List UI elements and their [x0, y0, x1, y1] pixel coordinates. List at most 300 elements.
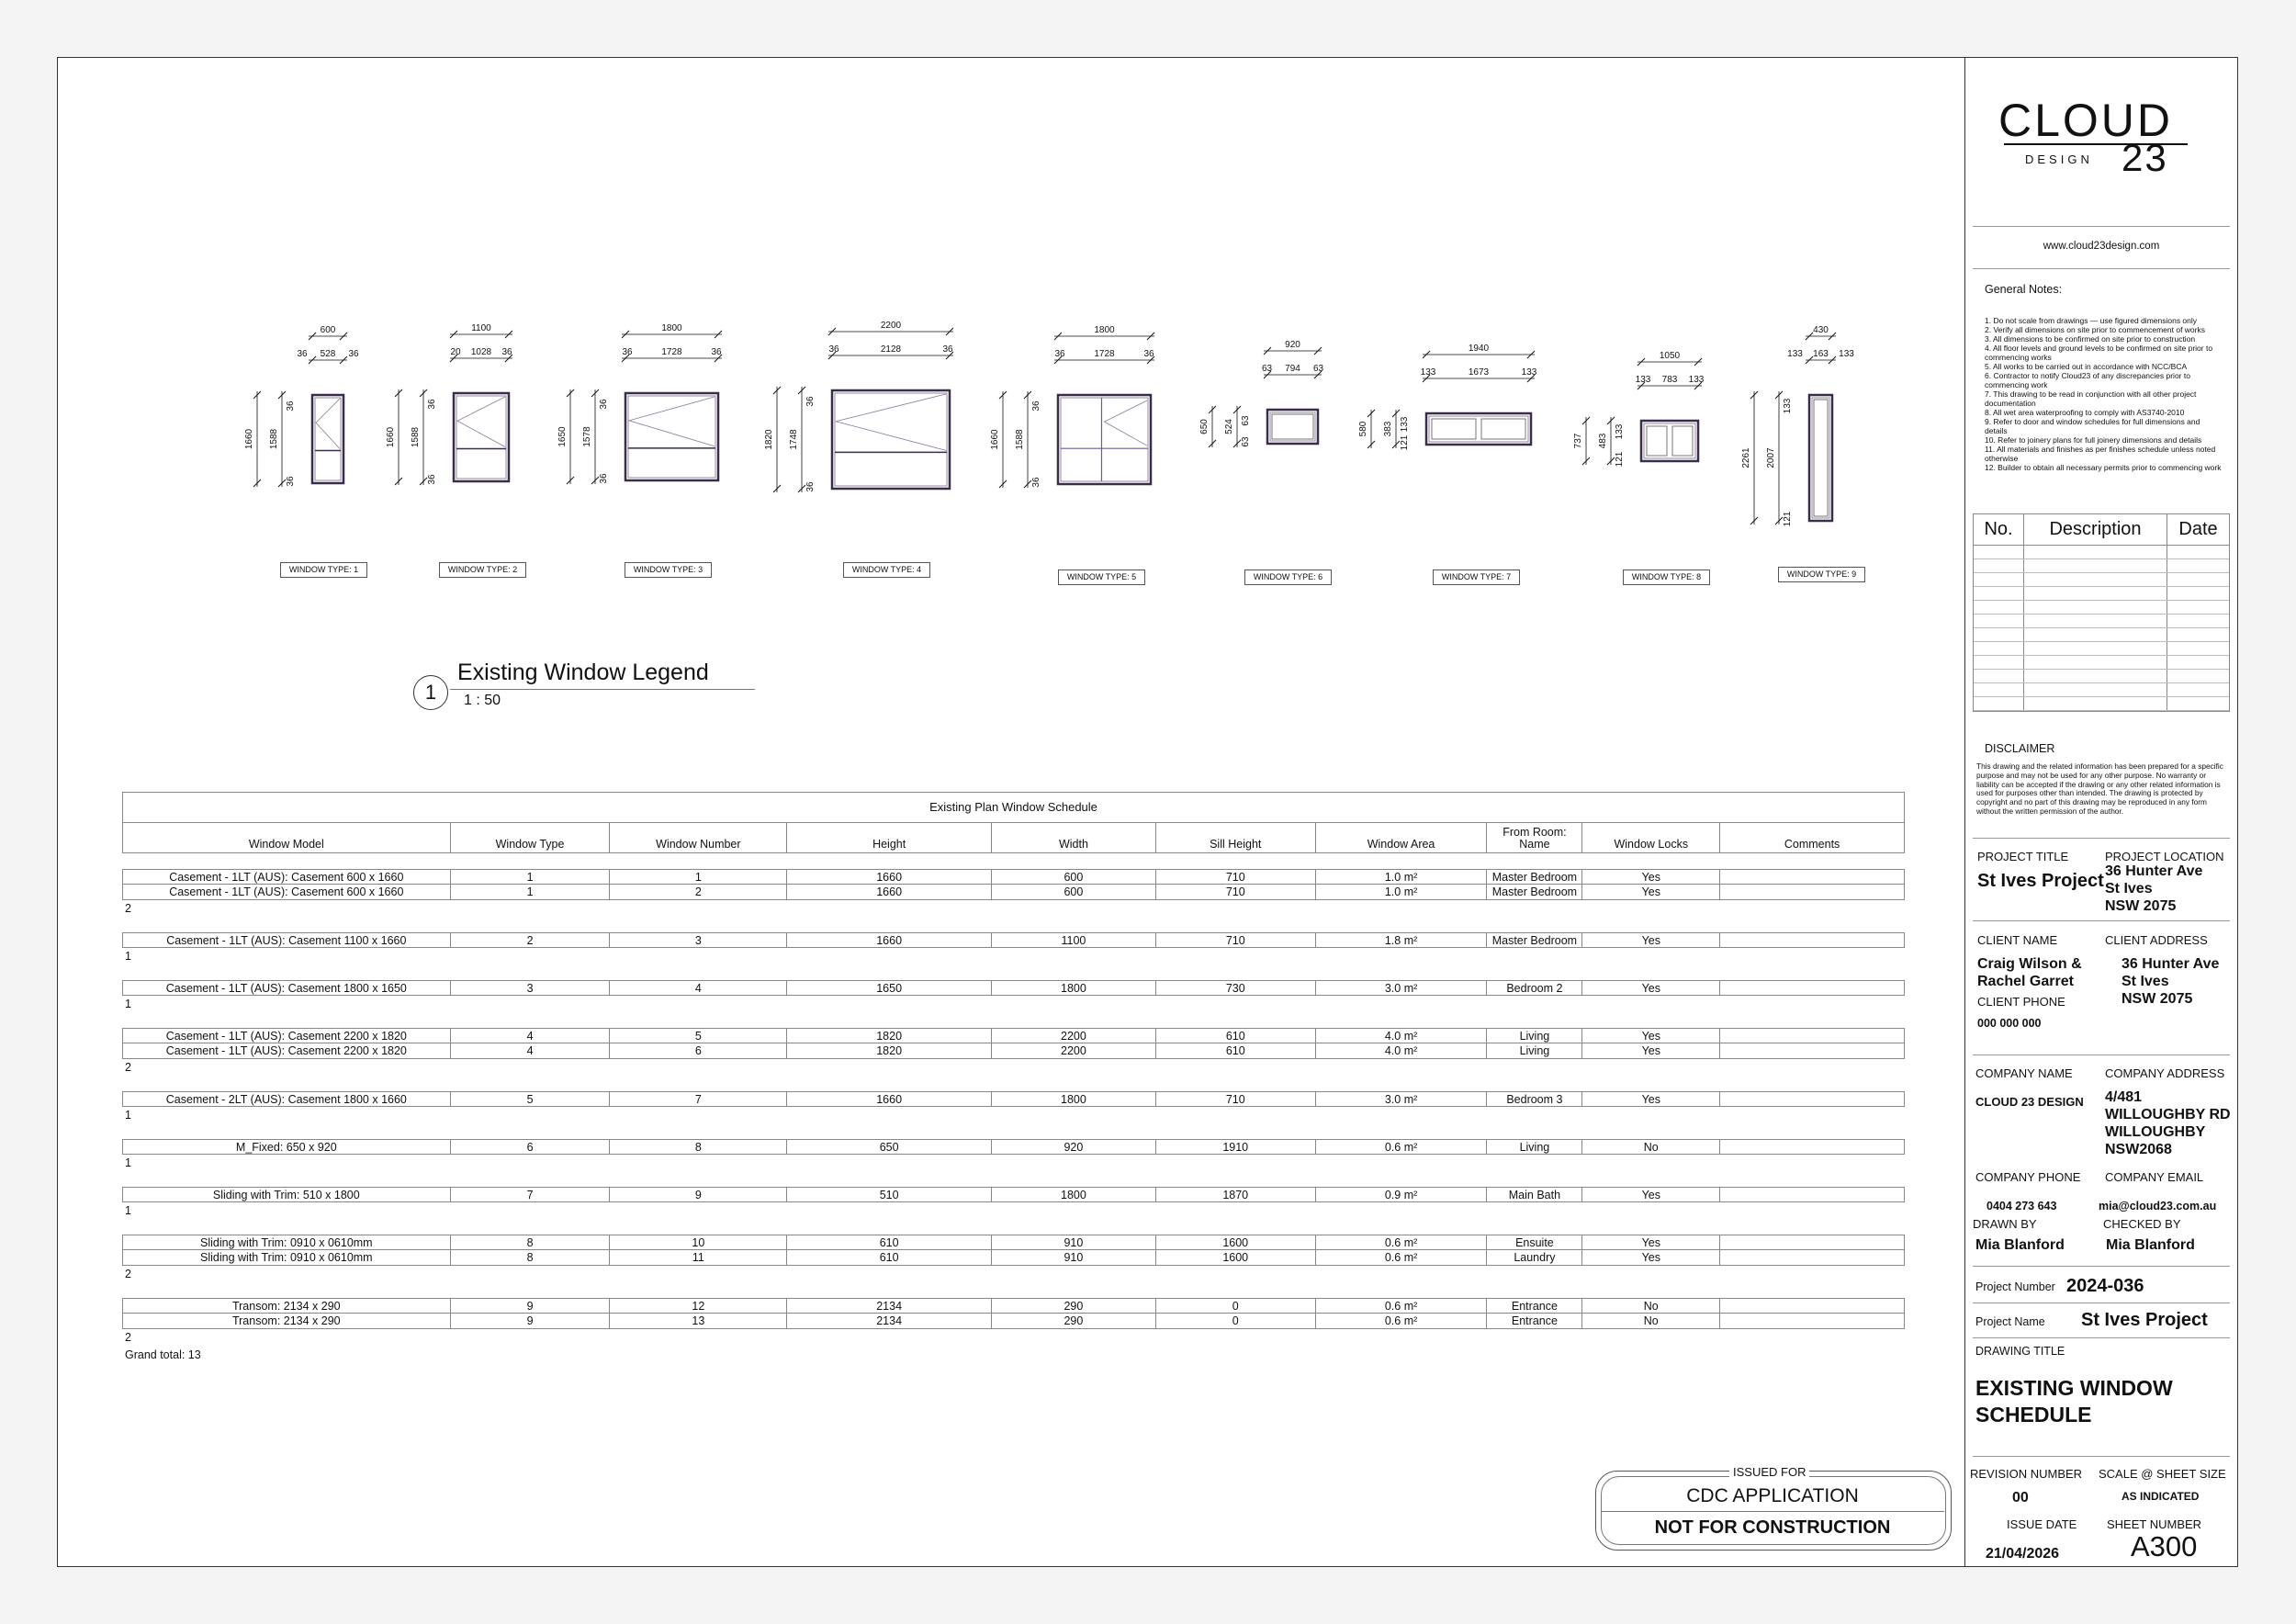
table-cell: 8: [450, 1250, 610, 1265]
schedule-col-header: Comments: [1719, 823, 1904, 852]
dim-split: 528: [320, 349, 336, 359]
dim-overall-width: 2200: [880, 321, 902, 331]
dim-split: 36: [942, 344, 953, 355]
table-cell: 4.0 m²: [1315, 1043, 1487, 1058]
dim-inner-height: 383: [1383, 421, 1393, 437]
legend-number: 1: [413, 675, 448, 710]
table-cell: 1: [450, 870, 610, 884]
dim-split: 36: [297, 349, 308, 359]
table-cell: 910: [991, 1235, 1155, 1249]
window-frame: [832, 390, 950, 489]
dim-bottom: 121: [1400, 434, 1410, 451]
issued-for-label: ISSUED FOR: [1729, 1465, 1809, 1479]
table-cell: 10: [609, 1235, 786, 1249]
company-address-line-3: WILLOUGHBY: [2105, 1124, 2206, 1140]
revision-cell: [1974, 601, 2023, 614]
window-elevations: [0, 0, 1965, 625]
rule: [1973, 226, 2230, 227]
drawing-title-label: DRAWING TITLE: [1975, 1345, 2065, 1358]
dim-height: 737: [1573, 433, 1583, 449]
checked-by-label: CHECKED BY: [2103, 1217, 2181, 1231]
revision-row: [1974, 546, 2229, 559]
schedule-col-header: Window Locks: [1581, 823, 1719, 852]
dim-height: 650: [1199, 419, 1210, 434]
rule: [1973, 1266, 2230, 1267]
dim-inner-height: 2007: [1766, 447, 1776, 468]
table-cell: Bedroom 3: [1486, 1092, 1581, 1106]
group-count: 1: [125, 950, 131, 963]
table-cell: 1870: [1155, 1188, 1315, 1201]
revision-row: [1974, 587, 2229, 601]
table-cell: 0.6 m²: [1315, 1140, 1487, 1154]
client-address-line-2: St Ives: [2122, 974, 2169, 989]
table-cell: 4: [450, 1029, 610, 1043]
project-title: St Ives Project: [1977, 871, 2104, 891]
revision-cell: [1974, 642, 2023, 655]
general-note: 1. Do not scale from drawings — use figured dimensions only: [1985, 316, 2198, 325]
rule: [1973, 1054, 2230, 1055]
project-title-label: PROJECT TITLE: [1977, 850, 2069, 863]
group-count: 2: [125, 1268, 131, 1280]
table-cell: 9: [450, 1299, 610, 1313]
dim-split: 794: [1285, 364, 1300, 374]
group-count: 2: [125, 1061, 131, 1074]
dim-bottom: 36: [427, 474, 437, 485]
company-phone-label: COMPANY PHONE: [1975, 1170, 2081, 1184]
dim-inner-height: 1578: [582, 426, 592, 447]
table-cell: 2: [609, 885, 786, 899]
table-cell: 3.0 m²: [1315, 981, 1487, 995]
table-cell: 1800: [991, 1188, 1155, 1201]
table-cell: 600: [991, 885, 1155, 899]
dim-split: 36: [828, 344, 839, 355]
table-cell: 3: [609, 933, 786, 947]
dim-inner-height: 524: [1224, 419, 1234, 434]
revision-row: [1974, 670, 2229, 683]
dim-bottom: 36: [805, 481, 816, 492]
checked-by: Mia Blanford: [2106, 1237, 2195, 1253]
table-cell: Casement - 1LT (AUS): Casement 600 x 1660: [169, 871, 404, 884]
table-cell: No: [1581, 1314, 1719, 1328]
table-cell: 1820: [786, 1029, 991, 1043]
project-number-label: Project Number: [1975, 1280, 2055, 1293]
table-cell: No: [1581, 1140, 1719, 1154]
dim-height: 1650: [557, 426, 568, 447]
schedule-col-header: Window Area: [1315, 823, 1487, 852]
window-frame: [1641, 421, 1698, 461]
rule: [1973, 268, 2230, 269]
revision-cell: [2023, 573, 2167, 586]
dim-top: 36: [286, 400, 296, 412]
table-cell: Master Bedroom: [1486, 885, 1581, 899]
project-location-label: PROJECT LOCATION: [2105, 850, 2224, 863]
client-address-label: CLIENT ADDRESS: [2105, 933, 2208, 947]
table-cell: 290: [991, 1299, 1155, 1313]
dim-bottom: 121: [1615, 451, 1625, 468]
schedule-col-header: Window Model: [248, 838, 324, 851]
revision-cell: [1974, 559, 2023, 572]
revision-rows: [1974, 546, 2229, 711]
revision-cell: [1974, 615, 2023, 627]
dim-split: 36: [1143, 349, 1154, 359]
table-cell: 710: [1155, 933, 1315, 947]
dim-bottom: 121: [1783, 511, 1793, 527]
group-count: 2: [125, 902, 131, 915]
schedule-header: [122, 823, 1905, 853]
general-note: 10. Refer to joinery plans for full joinery dimensions and details: [1985, 435, 2202, 445]
table-cell: 12: [609, 1299, 786, 1313]
general-note: 6. Contractor to notify Cloud23 of any discrepancies prior to commencing work: [1985, 371, 2190, 389]
rev-date-header: Date: [2167, 514, 2229, 545]
revision-row: [1974, 628, 2229, 642]
table-cell: Yes: [1581, 981, 1719, 995]
client-phone-label: CLIENT PHONE: [1977, 995, 2065, 1009]
window-type-label: WINDOW TYPE: 1: [280, 562, 367, 578]
dim-split: 1673: [1468, 367, 1490, 378]
table-cell: 1: [609, 870, 786, 884]
revision-cell: [2023, 683, 2167, 696]
table-cell: 730: [1155, 981, 1315, 995]
table-cell: M_Fixed: 650 x 920: [235, 1141, 337, 1154]
legend-underline: [450, 689, 755, 690]
table-cell: Sliding with Trim: 0910 x 0610mm: [200, 1251, 373, 1264]
window-frame: [1426, 413, 1531, 445]
project-name: St Ives Project: [2081, 1310, 2208, 1330]
revision-cell: [2023, 601, 2167, 614]
table-cell: Main Bath: [1486, 1188, 1581, 1201]
dim-split: 133: [1521, 367, 1537, 378]
revision-row: [1974, 642, 2229, 656]
revision-cell: [1974, 587, 2023, 600]
table-cell: Casement - 1LT (AUS): Casement 1100 x 1660: [166, 934, 407, 947]
client-name-line-1: Craig Wilson &: [1977, 956, 2082, 972]
sheet-number: A300: [2131, 1530, 2198, 1562]
table-cell: Yes: [1581, 1043, 1719, 1058]
table-cell: Transom: 2134 x 290: [231, 1300, 341, 1313]
dim-bottom: 36: [1031, 477, 1041, 488]
table-cell: 610: [1155, 1043, 1315, 1058]
table-cell: Sliding with Trim: 0910 x 0610mm: [200, 1236, 373, 1249]
table-cell: 4: [450, 1043, 610, 1058]
general-note: 11. All materials and finishes as per finishes schedule unless noted otherwise: [1985, 445, 2216, 463]
table-cell: 3: [450, 981, 610, 995]
legend-title: Existing Window Legend: [457, 660, 709, 685]
table-cell: 610: [1155, 1029, 1315, 1043]
table-cell: 4.0 m²: [1315, 1029, 1487, 1043]
table-cell: 1: [450, 885, 610, 899]
table-cell: 0.6 m²: [1315, 1299, 1487, 1313]
revision-cell: [2167, 683, 2229, 696]
window-type-label: WINDOW TYPE: 5: [1058, 570, 1145, 585]
revision-cell: [1974, 546, 2023, 558]
table-cell: Master Bedroom: [1486, 870, 1581, 884]
window-type-label: WINDOW TYPE: 3: [625, 562, 712, 578]
client-address-line-1: 36 Hunter Ave: [2122, 956, 2220, 972]
legend-scale: 1 : 50: [464, 693, 501, 708]
revision-table: [1973, 513, 2230, 712]
dim-split: 63: [1261, 364, 1273, 374]
table-cell: 290: [991, 1314, 1155, 1328]
window-frame: [1267, 410, 1318, 444]
table-cell: 1660: [786, 885, 991, 899]
table-cell: Yes: [1581, 1092, 1719, 1106]
rule: [1973, 838, 2230, 839]
revision-row: [1974, 683, 2229, 697]
project-location-line-3: NSW 2075: [2105, 898, 2177, 914]
dim-overall-width: 1940: [1468, 344, 1490, 354]
table-cell: Laundry: [1486, 1250, 1581, 1265]
schedule-group: [122, 1028, 1905, 1076]
dim-inner-height: 483: [1598, 433, 1608, 449]
table-cell: 1.8 m²: [1315, 933, 1487, 947]
schedule-group: [122, 1139, 1905, 1171]
general-note: 7. This drawing to be read in conjunction with all other project documentation: [1985, 389, 2197, 408]
table-cell: Living: [1486, 1043, 1581, 1058]
schedule-group: [122, 932, 1905, 964]
table-cell: 1600: [1155, 1235, 1315, 1249]
table-cell: 1660: [786, 870, 991, 884]
window-type-label: WINDOW TYPE: 6: [1244, 570, 1332, 585]
revision-cell: [2167, 615, 2229, 627]
revision-cell: [1974, 697, 2023, 710]
dim-top: 133: [1615, 423, 1625, 440]
table-cell: [1719, 1140, 1904, 1154]
dim-top: 36: [599, 399, 609, 410]
window-schedule: [122, 792, 1905, 1364]
dim-overall-width: 1100: [471, 323, 491, 333]
revision-cell: [2023, 656, 2167, 669]
table-cell: 5: [450, 1092, 610, 1106]
table-row: [122, 980, 1905, 996]
table-cell: 0.9 m²: [1315, 1188, 1487, 1201]
table-cell: 2134: [786, 1299, 991, 1313]
drawn-by: Mia Blanford: [1975, 1237, 2065, 1253]
table-row: [122, 1091, 1905, 1107]
issued-status: NOT FOR CONSTRUCTION: [1654, 1517, 1891, 1538]
table-cell: 6: [609, 1043, 786, 1058]
table-cell: Casement - 1LT (AUS): Casement 2200 x 1820: [165, 1044, 407, 1057]
table-cell: 600: [991, 870, 1155, 884]
dim-top: 36: [427, 399, 437, 410]
table-cell: 1.0 m²: [1315, 885, 1487, 899]
rule: [1973, 1337, 2230, 1338]
table-cell: No: [1581, 1299, 1719, 1313]
project-name-label: Project Name: [1975, 1315, 2045, 1328]
company-email-label: COMPANY EMAIL: [2105, 1170, 2204, 1184]
schedule-title: Existing Plan Window Schedule: [122, 792, 1905, 823]
table-cell: [1719, 933, 1904, 947]
revision-cell: [2167, 546, 2229, 558]
table-cell: 11: [609, 1250, 786, 1265]
revision-number: 00: [2012, 1490, 2029, 1506]
project-number: 2024-036: [2066, 1276, 2144, 1296]
dim-overall-width: 430: [1813, 325, 1829, 335]
table-row: [122, 1250, 1905, 1266]
table-cell: 650: [786, 1140, 991, 1154]
rule: [1973, 1456, 2230, 1457]
table-row: [122, 1314, 1905, 1329]
dim-top: 36: [1031, 400, 1041, 412]
table-cell: 1800: [991, 1092, 1155, 1106]
dim-split: 36: [622, 347, 633, 357]
dim-split: 133: [1420, 367, 1436, 378]
dim-top: 63: [1241, 415, 1251, 426]
table-cell: 0.6 m²: [1315, 1235, 1487, 1249]
company-name-label: COMPANY NAME: [1975, 1066, 2073, 1080]
table-cell: 2200: [991, 1043, 1155, 1058]
revision-header: [1974, 514, 2229, 546]
revision-cell: [2167, 628, 2229, 641]
table-cell: [1719, 885, 1904, 899]
revision-cell: [2167, 670, 2229, 682]
table-cell: 710: [1155, 1092, 1315, 1106]
table-cell: 6: [450, 1140, 610, 1154]
dim-inner-height: 1588: [269, 428, 279, 450]
dim-overall-width: 1050: [1659, 351, 1681, 361]
client-address-line-3: NSW 2075: [2122, 991, 2193, 1007]
table-cell: 2: [450, 933, 610, 947]
schedule-col-header: Sill Height: [1155, 823, 1315, 852]
table-cell: Casement - 1LT (AUS): Casement 1800 x 1650: [165, 982, 407, 995]
dim-inner-height: 1588: [1015, 429, 1025, 450]
dim-inner-height: 1588: [411, 426, 421, 448]
general-note: 9. Refer to door and window schedules for full dimensions and details: [1985, 417, 2200, 435]
dim-height: 1660: [990, 429, 1000, 450]
dim-height: 2261: [1741, 447, 1751, 468]
dim-overall-width: 1800: [661, 323, 682, 333]
revision-cell: [2167, 587, 2229, 600]
dim-overall-width: 920: [1285, 340, 1300, 350]
issue-date-label: ISSUE DATE: [2007, 1517, 2077, 1531]
revision-cell: [2023, 642, 2167, 655]
table-cell: [1719, 1029, 1904, 1043]
table-cell: [1719, 1299, 1904, 1313]
rule: [1973, 920, 2230, 921]
dim-split: 133: [1688, 375, 1705, 385]
schedule-col-header: Window Number: [609, 823, 786, 852]
table-cell: [1719, 1250, 1904, 1265]
table-cell: Yes: [1581, 933, 1719, 947]
window-type-label: WINDOW TYPE: 7: [1433, 570, 1520, 585]
table-cell: Entrance: [1486, 1314, 1581, 1328]
group-count: 2: [125, 1331, 131, 1344]
revision-row: [1974, 601, 2229, 615]
table-cell: 7: [609, 1092, 786, 1106]
company-address-label: COMPANY ADDRESS: [2105, 1066, 2225, 1080]
table-cell: [1719, 1235, 1904, 1249]
table-cell: 1650: [786, 981, 991, 995]
revision-row: [1974, 573, 2229, 587]
project-location-line-2: St Ives: [2105, 881, 2153, 897]
rev-description-header: Description: [2023, 514, 2167, 545]
general-note: 5. All works to be carried out in accordance with NCC/BCA: [1985, 362, 2188, 371]
general-note: 8. All wet area waterproofing to comply with AS3740-2010: [1985, 408, 2185, 417]
dim-overall-width: 1800: [1094, 325, 1115, 335]
company-address-line-1: 4/481: [2105, 1089, 2143, 1105]
dim-split: 1028: [470, 347, 492, 357]
table-cell: 710: [1155, 885, 1315, 899]
table-cell: 2200: [991, 1029, 1155, 1043]
issue-date: 21/04/2026: [1986, 1546, 2060, 1562]
schedule-group: [122, 1298, 1905, 1346]
general-notes-title: General Notes:: [1985, 283, 2063, 296]
revision-row: [1974, 656, 2229, 670]
grand-total: Grand total: 13: [125, 1348, 201, 1361]
logo-design-text: DESIGN: [2025, 152, 2093, 166]
table-cell: Transom: 2134 x 290: [231, 1314, 341, 1327]
table-cell: Yes: [1581, 885, 1719, 899]
dim-bottom: 63: [1241, 436, 1251, 447]
general-notes: [1985, 316, 2222, 472]
window-frame: [454, 393, 509, 481]
table-cell: Casement - 2LT (AUS): Casement 1800 x 1660: [165, 1093, 407, 1106]
table-cell: Yes: [1581, 1188, 1719, 1201]
table-row: [122, 1043, 1905, 1059]
table-cell: 13: [609, 1314, 786, 1328]
logo-23-text: 23: [2122, 136, 2168, 179]
table-row: [122, 885, 1905, 900]
table-cell: 610: [786, 1250, 991, 1265]
dim-split: 20: [450, 347, 461, 357]
window-frame: [625, 393, 718, 480]
revision-cell: [2167, 642, 2229, 655]
table-cell: Casement - 1LT (AUS): Casement 2200 x 1820: [165, 1030, 407, 1043]
disclaimer-title: DISCLAIMER: [1985, 742, 2055, 755]
table-row: [122, 932, 1905, 948]
company-name: CLOUD 23 DESIGN: [1975, 1095, 2084, 1109]
dim-inner-height: 1748: [789, 429, 799, 450]
table-cell: 8: [450, 1235, 610, 1249]
revision-cell: [2167, 559, 2229, 572]
table-cell: Entrance: [1486, 1299, 1581, 1313]
dim-split: 36: [1054, 349, 1065, 359]
table-cell: 5: [609, 1029, 786, 1043]
table-row: [122, 1028, 1905, 1043]
dim-height: 1660: [386, 426, 396, 448]
dim-split: 2128: [880, 344, 902, 355]
revision-cell: [2167, 573, 2229, 586]
table-cell: Yes: [1581, 1029, 1719, 1043]
dim-split: 133: [1787, 349, 1803, 359]
revision-cell: [2023, 615, 2167, 627]
dim-split: 63: [1312, 364, 1324, 374]
table-cell: 1100: [991, 933, 1155, 947]
group-count: 1: [125, 998, 131, 1010]
dim-split: 163: [1813, 349, 1829, 359]
table-cell: 1800: [991, 981, 1155, 995]
table-cell: 1660: [786, 1092, 991, 1106]
dim-height: 1660: [244, 428, 254, 450]
drawn-by-label: DRAWN BY: [1973, 1217, 2037, 1231]
table-cell: 910: [991, 1250, 1155, 1265]
revision-cell: [2023, 628, 2167, 641]
table-row: [122, 1187, 1905, 1202]
sheet-number-label: SHEET NUMBER: [2107, 1517, 2202, 1531]
dim-top: 36: [805, 396, 816, 407]
dim-split: 1728: [661, 347, 682, 357]
dim-split: 1728: [1094, 349, 1115, 359]
revision-cell: [2023, 670, 2167, 682]
table-cell: Ensuite: [1486, 1235, 1581, 1249]
revision-cell: [2023, 546, 2167, 558]
dim-overall-width: 600: [320, 325, 336, 335]
schedule-group: [122, 869, 1905, 917]
table-cell: 1910: [1155, 1140, 1315, 1154]
table-row: [122, 1235, 1905, 1250]
table-cell: 8: [609, 1140, 786, 1154]
table-cell: Casement - 1LT (AUS): Casement 600 x 1660: [169, 885, 404, 898]
rev-no-header: No.: [1984, 519, 2013, 539]
